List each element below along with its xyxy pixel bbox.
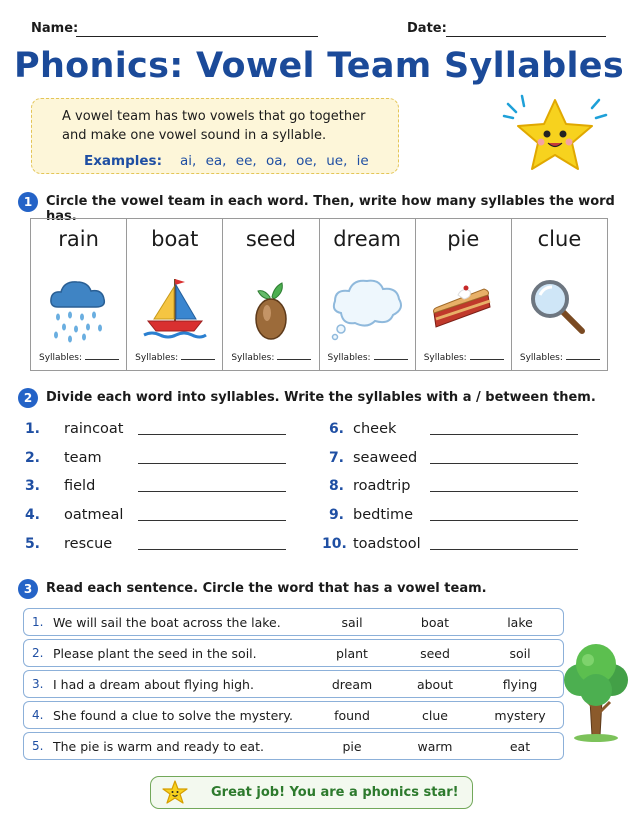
syllables-blank[interactable]: Syllables: (231, 353, 311, 363)
word-cell-rain (31, 219, 127, 370)
list-item-number: 2. (24, 449, 40, 466)
page-title: Phonics: Vowel Team Syllables (14, 46, 624, 86)
word-label[interactable]: seed (245, 227, 296, 251)
thought-cloud-icon (320, 263, 415, 353)
examples-values: ai, ea, ee, oa, oe, ue, ie (180, 153, 369, 169)
word-choice[interactable]: dream (331, 677, 373, 692)
section-1-number: 1 (18, 192, 38, 212)
section-1-instruction: Circle the vowel team in each word. Then, write how many syllables the word has. (46, 194, 615, 224)
sentence-row (23, 639, 564, 667)
sentence-row (23, 608, 564, 636)
answer-line[interactable] (430, 463, 578, 464)
sentence-row (23, 732, 564, 760)
date-label: Date: (407, 21, 447, 36)
sentence-text: We will sail the boat across the lake. (53, 615, 281, 630)
word-label[interactable]: dream (333, 227, 401, 251)
name-label: Name: (31, 21, 79, 36)
intro-line-2: and make one vowel sound in a syllable. (62, 128, 327, 143)
footer-message: Great job! You are a phonics star! (211, 785, 459, 800)
sentence-text: She found a clue to solve the mystery. (53, 708, 293, 723)
list-item-number: 1. (24, 421, 40, 437)
examples-label: Examples: (84, 153, 162, 169)
word-choice[interactable]: about (416, 677, 454, 692)
answer-line[interactable] (138, 491, 286, 492)
word-label[interactable]: clue (537, 227, 582, 251)
list-item-word: seaweed (353, 449, 418, 466)
word-choice[interactable]: pie (342, 739, 362, 754)
list-item-word: cheek (353, 421, 397, 437)
word-choice[interactable]: soil (509, 646, 531, 661)
word-choice[interactable]: boat (420, 615, 450, 630)
section-2-instruction: Divide each word into syllables. Write the syllables with a / between them. (46, 390, 596, 405)
sentence-number: 3. (32, 677, 44, 691)
seed-icon (223, 263, 318, 353)
word-picture-grid (30, 218, 608, 371)
sentence-text: Please plant the seed in the soil. (53, 646, 257, 661)
star-mascot-icon (500, 92, 610, 186)
sentence-row (23, 670, 564, 698)
answer-line[interactable] (138, 520, 286, 521)
rain-cloud-icon (31, 263, 126, 353)
word-choice[interactable]: clue (422, 708, 448, 723)
examples-row (84, 152, 388, 171)
name-field[interactable] (76, 36, 318, 37)
word-choice[interactable]: warm (417, 739, 453, 754)
list-item-number: 10. (322, 535, 347, 552)
syllables-blank[interactable]: Syllables: (39, 353, 119, 363)
star-icon (161, 779, 189, 807)
syllables-blank[interactable]: Syllables: (135, 353, 215, 363)
answer-line[interactable] (430, 491, 578, 492)
answer-line[interactable] (430, 520, 578, 521)
list-item-number: 4. (24, 507, 40, 524)
list-item-number: 3. (24, 478, 40, 495)
sentence-text: The pie is warm and ready to eat. (53, 739, 264, 754)
answer-line[interactable] (138, 549, 286, 550)
word-choice[interactable]: seed (420, 646, 450, 661)
list-item-word: toadstool (353, 535, 421, 552)
syllables-blank[interactable]: Syllables: (328, 353, 408, 363)
encouragement-banner (150, 776, 473, 809)
list-item-word: roadtrip (353, 478, 411, 495)
word-label[interactable]: rain (58, 227, 99, 251)
answer-line[interactable] (138, 434, 286, 435)
sentence-number: 5. (32, 739, 44, 753)
answer-line[interactable] (430, 434, 578, 435)
tree-icon (560, 640, 632, 748)
list-item-word: oatmeal (64, 507, 124, 524)
list-item-word: field (64, 478, 96, 495)
pie-slice-icon (416, 263, 511, 353)
word-choice[interactable]: lake (507, 615, 533, 630)
list-item-word: raincoat (64, 421, 124, 437)
list-item-word: team (64, 449, 102, 466)
word-cell-boat (127, 219, 223, 370)
list-item-number: 7. (328, 449, 344, 466)
sailboat-icon (127, 263, 222, 353)
word-cell-dream (320, 219, 416, 370)
section-3-number: 3 (18, 579, 38, 599)
answer-line[interactable] (138, 463, 286, 464)
list-item-number: 8. (328, 478, 344, 495)
word-label[interactable]: boat (151, 227, 199, 251)
word-cell-clue (512, 219, 607, 370)
word-cell-seed (223, 219, 319, 370)
syllables-blank[interactable]: Syllables: (520, 353, 600, 363)
sentence-row (23, 701, 564, 729)
word-choice[interactable]: found (334, 708, 370, 723)
word-cell-pie (416, 219, 512, 370)
list-item-word: rescue (64, 535, 113, 552)
section-3-instruction: Read each sentence. Circle the word that has a vowel team. (46, 581, 487, 596)
word-label[interactable]: pie (447, 227, 480, 251)
section-2-number: 2 (18, 388, 38, 408)
sentence-number: 2. (32, 646, 44, 660)
intro-line-1: A vowel team has two vowels that go together (62, 109, 366, 124)
list-item-number: 9. (328, 507, 344, 524)
sentence-number: 1. (32, 615, 44, 629)
word-choice[interactable]: eat (509, 739, 531, 754)
word-choice[interactable]: mystery (494, 708, 546, 723)
syllables-blank[interactable]: Syllables: (424, 353, 504, 363)
list-item-word: bedtime (353, 507, 414, 524)
word-choice[interactable]: flying (502, 677, 538, 692)
list-item-number: 6. (328, 421, 344, 437)
intro-box (31, 98, 399, 174)
list-item-number: 5. (24, 535, 40, 552)
sentence-text: I had a dream about flying high. (53, 677, 254, 692)
word-choice[interactable]: plant (336, 646, 368, 661)
sentence-number: 4. (32, 708, 44, 722)
date-field[interactable] (446, 36, 606, 37)
answer-line[interactable] (430, 549, 578, 550)
word-choice[interactable]: sail (341, 615, 363, 630)
magnifying-glass-icon (512, 263, 607, 353)
